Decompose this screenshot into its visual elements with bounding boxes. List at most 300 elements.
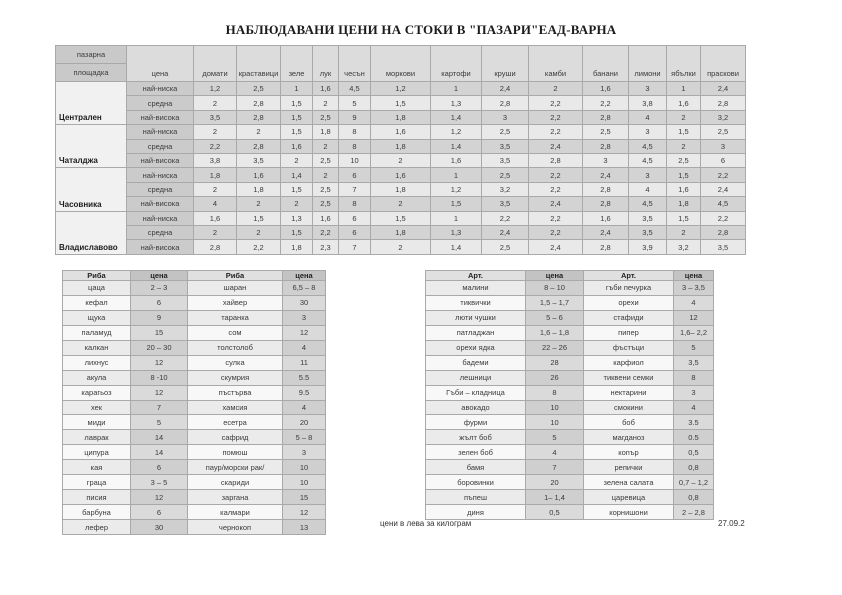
price-value: 1,8 xyxy=(371,110,431,124)
item-column-header-0: Арт. xyxy=(426,271,526,281)
price-value: 2,4 xyxy=(701,182,746,196)
price-value: 7 xyxy=(339,240,371,255)
price-value: 2,8 xyxy=(583,139,629,153)
price-value: 2,8 xyxy=(583,197,629,211)
fish-name: лихнус xyxy=(63,355,131,370)
price-value: 1,6 xyxy=(371,168,431,182)
fish-name: хайвер xyxy=(188,295,283,310)
fish-price: 5 xyxy=(131,415,188,430)
fish-row xyxy=(63,460,326,475)
price-value: 1,2 xyxy=(431,125,482,139)
price-value: 1,8 xyxy=(371,139,431,153)
articles-price-table xyxy=(425,270,714,520)
item-name: диня xyxy=(426,505,526,520)
price-type-label: най-ниска xyxy=(127,211,194,225)
price-value: 1,6 xyxy=(281,139,313,153)
price-value: 6 xyxy=(339,168,371,182)
fish-name: ципура xyxy=(63,445,131,460)
price-value: 2 xyxy=(529,82,583,96)
price-value: 1 xyxy=(667,82,701,96)
price-row xyxy=(56,82,746,96)
price-value: 2,5 xyxy=(313,197,339,211)
price-value: 4,5 xyxy=(629,154,667,168)
fish-price: 9 xyxy=(131,310,188,325)
item-price: 1,6– 2,2 xyxy=(674,325,714,340)
item-name: малини xyxy=(426,281,526,296)
fish-price: 5.5 xyxy=(283,370,326,385)
price-value: 2 xyxy=(313,139,339,153)
price-value: 4 xyxy=(629,182,667,196)
item-row xyxy=(426,505,714,520)
column-header-product-8: камби xyxy=(529,46,583,82)
price-value: 2 xyxy=(281,197,313,211)
fish-name: сафрид xyxy=(188,430,283,445)
price-value: 2 xyxy=(237,226,281,240)
price-value: 3,8 xyxy=(629,96,667,110)
fish-name: щука xyxy=(63,310,131,325)
fish-row xyxy=(63,310,326,325)
price-value: 2 xyxy=(371,197,431,211)
fish-price: 2 – 3 xyxy=(131,281,188,296)
main-table-header-row-1 xyxy=(56,46,746,64)
price-value: 2,5 xyxy=(583,125,629,139)
price-value: 1,5 xyxy=(431,197,482,211)
item-price: 1,5 – 1,7 xyxy=(526,295,584,310)
item-price: 10 xyxy=(526,400,584,415)
price-value: 2,2 xyxy=(529,226,583,240)
fish-name: паур/морски рак/ xyxy=(188,460,283,475)
fish-price: 12 xyxy=(283,325,326,340)
fish-row xyxy=(63,295,326,310)
fish-name: лаврак xyxy=(63,430,131,445)
fish-name: хек xyxy=(63,400,131,415)
item-name: репички xyxy=(584,460,674,475)
price-value: 2,8 xyxy=(237,110,281,124)
price-value: 2,5 xyxy=(482,125,529,139)
price-row xyxy=(56,182,746,196)
price-value: 3,2 xyxy=(701,110,746,124)
fish-price: 6 xyxy=(131,295,188,310)
price-value: 3,5 xyxy=(482,197,529,211)
price-type-label: най-висока xyxy=(127,154,194,168)
item-name: бадеми xyxy=(426,355,526,370)
fish-row xyxy=(63,505,326,520)
fish-price: 9.5 xyxy=(283,385,326,400)
item-column-header-3: цена xyxy=(674,271,714,281)
fish-name: скариди xyxy=(188,475,283,490)
item-name: зелен боб xyxy=(426,445,526,460)
price-value: 2,4 xyxy=(529,240,583,255)
item-name: патладжан xyxy=(426,325,526,340)
fish-price: 13 xyxy=(283,520,326,535)
price-value: 2,2 xyxy=(529,211,583,225)
item-price: 7 xyxy=(526,460,584,475)
item-price: 0.5 xyxy=(674,430,714,445)
price-value: 1,2 xyxy=(371,82,431,96)
price-value: 2,8 xyxy=(583,182,629,196)
fish-name: лефер xyxy=(63,520,131,535)
column-header-product-2: зеле xyxy=(281,46,313,82)
item-name: бамя xyxy=(426,460,526,475)
item-row xyxy=(426,490,714,505)
item-price: 4 xyxy=(674,400,714,415)
item-price: 1– 1,4 xyxy=(526,490,584,505)
price-value: 3,2 xyxy=(482,182,529,196)
fish-name: есетра xyxy=(188,415,283,430)
price-value: 3 xyxy=(629,125,667,139)
price-value: 1,5 xyxy=(667,125,701,139)
fish-name: хамсия xyxy=(188,400,283,415)
fish-price: 12 xyxy=(131,490,188,505)
fish-name: помюш xyxy=(188,445,283,460)
price-value: 2 xyxy=(194,226,237,240)
price-value: 1,8 xyxy=(371,182,431,196)
item-price: 0,5 xyxy=(526,505,584,520)
price-row xyxy=(56,226,746,240)
fish-row xyxy=(63,430,326,445)
price-value: 9 xyxy=(339,110,371,124)
price-row xyxy=(56,197,746,211)
price-value: 2,4 xyxy=(529,139,583,153)
price-value: 2 xyxy=(194,96,237,110)
report-date: 27.09.2 xyxy=(718,519,745,528)
price-value: 2,8 xyxy=(583,240,629,255)
price-value: 2 xyxy=(313,168,339,182)
price-type-label: средна xyxy=(127,182,194,196)
fish-column-header-0: Риба xyxy=(63,271,131,281)
fish-column-header-1: цена xyxy=(131,271,188,281)
fish-price: 4 xyxy=(283,340,326,355)
fish-price: 8 -10 xyxy=(131,370,188,385)
market-name: Часовника xyxy=(56,168,127,211)
price-value: 3,9 xyxy=(629,240,667,255)
column-header-product-3: лук xyxy=(313,46,339,82)
fish-name: скумрия xyxy=(188,370,283,385)
fish-name: толстолоб xyxy=(188,340,283,355)
item-price: 3.5 xyxy=(674,415,714,430)
fish-price: 20 xyxy=(283,415,326,430)
price-value: 1,6 xyxy=(431,154,482,168)
price-value: 1,5 xyxy=(281,125,313,139)
fish-price: 30 xyxy=(131,520,188,535)
price-value: 2,4 xyxy=(583,168,629,182)
item-price: 8 – 10 xyxy=(526,281,584,296)
item-name: боровинки xyxy=(426,475,526,490)
item-name: нектарини xyxy=(584,385,674,400)
price-value: 2 xyxy=(194,182,237,196)
item-name: зелена салата xyxy=(584,475,674,490)
item-name: тиквени семки xyxy=(584,370,674,385)
price-value: 1 xyxy=(281,82,313,96)
fish-price: 7 xyxy=(131,400,188,415)
fish-name: пъстърва xyxy=(188,385,283,400)
fish-row xyxy=(63,355,326,370)
price-value: 2,8 xyxy=(237,139,281,153)
item-row xyxy=(426,310,714,325)
price-value: 2,2 xyxy=(194,139,237,153)
fish-price: 3 – 5 xyxy=(131,475,188,490)
fish-price: 10 xyxy=(283,460,326,475)
fish-row xyxy=(63,400,326,415)
fish-row xyxy=(63,415,326,430)
price-value: 3 xyxy=(583,154,629,168)
price-value: 3 xyxy=(629,82,667,96)
item-name: копър xyxy=(584,445,674,460)
market-name: Владиславово xyxy=(56,211,127,254)
item-row xyxy=(426,400,714,415)
item-price: 2 – 2,8 xyxy=(674,505,714,520)
price-value: 2 xyxy=(237,125,281,139)
item-name: стафиди xyxy=(584,310,674,325)
fish-price: 6 xyxy=(131,505,188,520)
item-price: 28 xyxy=(526,355,584,370)
price-value: 6 xyxy=(339,211,371,225)
fish-row xyxy=(63,385,326,400)
column-header-product-9: банани xyxy=(583,46,629,82)
fish-column-header-2: Риба xyxy=(188,271,283,281)
price-value: 2 xyxy=(667,110,701,124)
fish-price: 15 xyxy=(131,325,188,340)
item-price: 8 xyxy=(526,385,584,400)
price-value: 2,2 xyxy=(701,168,746,182)
column-header-product-12: праскови xyxy=(701,46,746,82)
price-value: 2,2 xyxy=(529,182,583,196)
item-price: 5 xyxy=(526,430,584,445)
price-value: 1,8 xyxy=(371,226,431,240)
price-value: 3 xyxy=(482,110,529,124)
price-value: 3,5 xyxy=(629,226,667,240)
item-row xyxy=(426,340,714,355)
price-value: 1,4 xyxy=(431,139,482,153)
column-header-cena: цена xyxy=(127,46,194,82)
fish-price: 12 xyxy=(131,355,188,370)
column-header-product-10: лимони xyxy=(629,46,667,82)
item-column-header-2: Арт. xyxy=(584,271,674,281)
fish-price: 12 xyxy=(283,505,326,520)
price-value: 2,5 xyxy=(482,240,529,255)
column-header-product-1: краставици xyxy=(237,46,281,82)
price-value: 1,5 xyxy=(371,96,431,110)
column-header-product-11: ябълки xyxy=(667,46,701,82)
fish-row xyxy=(63,475,326,490)
price-value: 1,5 xyxy=(237,211,281,225)
price-value: 1 xyxy=(431,82,482,96)
fish-name: кая xyxy=(63,460,131,475)
fish-price: 15 xyxy=(283,490,326,505)
item-name: пъпеш xyxy=(426,490,526,505)
price-value: 3,5 xyxy=(482,139,529,153)
price-type-label: най-висока xyxy=(127,110,194,124)
price-value: 4 xyxy=(194,197,237,211)
price-value: 2,8 xyxy=(583,110,629,124)
column-header-product-4: чесън xyxy=(339,46,371,82)
price-value: 2,2 xyxy=(529,96,583,110)
price-value: 2,4 xyxy=(482,82,529,96)
price-row xyxy=(56,125,746,139)
item-row xyxy=(426,415,714,430)
price-value: 1,4 xyxy=(431,110,482,124)
price-value: 2,5 xyxy=(313,154,339,168)
price-value: 1,6 xyxy=(667,182,701,196)
price-value: 1 xyxy=(431,168,482,182)
price-value: 4,5 xyxy=(629,139,667,153)
price-value: 3,5 xyxy=(237,154,281,168)
item-name: корнишони xyxy=(584,505,674,520)
price-row xyxy=(56,110,746,124)
price-value: 3,5 xyxy=(701,240,746,255)
fish-price: 14 xyxy=(131,445,188,460)
item-row xyxy=(426,295,714,310)
price-row xyxy=(56,96,746,110)
fish-price: 12 xyxy=(131,385,188,400)
price-value: 1,6 xyxy=(194,211,237,225)
price-value: 1,5 xyxy=(371,211,431,225)
price-value: 2,5 xyxy=(237,82,281,96)
fish-price: 3 xyxy=(283,310,326,325)
fish-name: калкан xyxy=(63,340,131,355)
price-value: 1,3 xyxy=(431,96,482,110)
column-header-product-6: картофи xyxy=(431,46,482,82)
item-row xyxy=(426,370,714,385)
item-row xyxy=(426,445,714,460)
fish-name: карагьоз xyxy=(63,385,131,400)
price-value: 1,2 xyxy=(431,182,482,196)
fish-name: калмари xyxy=(188,505,283,520)
price-value: 2 xyxy=(313,96,339,110)
page-title: НАБЛЮДАВАНИ ЦЕНИ НА СТОКИ В "ПАЗАРИ"ЕАД-ВАРНА xyxy=(225,22,617,37)
price-value: 2,4 xyxy=(482,226,529,240)
item-row xyxy=(426,460,714,475)
price-value: 3,8 xyxy=(194,154,237,168)
price-value: 2 xyxy=(371,154,431,168)
price-value: 3 xyxy=(701,139,746,153)
corner-label-pazarna: пазарна xyxy=(56,46,127,64)
fish-price-table xyxy=(62,270,326,535)
price-value: 2,8 xyxy=(701,226,746,240)
price-type-label: средна xyxy=(127,226,194,240)
price-type-label: най-ниска xyxy=(127,125,194,139)
fish-name: сом xyxy=(188,325,283,340)
price-type-label: най-висока xyxy=(127,240,194,255)
price-value: 2,5 xyxy=(313,110,339,124)
fish-row xyxy=(63,370,326,385)
item-price: 1,6 – 1,8 xyxy=(526,325,584,340)
price-value: 6 xyxy=(701,154,746,168)
price-value: 3,5 xyxy=(194,110,237,124)
price-value: 2,2 xyxy=(529,125,583,139)
item-name: орехи xyxy=(584,295,674,310)
item-row xyxy=(426,281,714,296)
price-value: 1,5 xyxy=(281,110,313,124)
price-value: 2,2 xyxy=(529,168,583,182)
fish-row xyxy=(63,325,326,340)
fish-name: таранка xyxy=(188,310,283,325)
price-row xyxy=(56,211,746,225)
item-name: люти чушки xyxy=(426,310,526,325)
fish-name: граца xyxy=(63,475,131,490)
price-value: 2,5 xyxy=(701,125,746,139)
item-price: 5 xyxy=(674,340,714,355)
price-value: 2 xyxy=(667,226,701,240)
item-name: боб xyxy=(584,415,674,430)
price-value: 2 xyxy=(667,139,701,153)
fish-price: 6,5 – 8 xyxy=(283,281,326,296)
column-header-product-0: домати xyxy=(194,46,237,82)
fish-column-header-3: цена xyxy=(283,271,326,281)
price-value: 1,4 xyxy=(431,240,482,255)
price-value: 3,5 xyxy=(482,154,529,168)
fish-name: шаран xyxy=(188,281,283,296)
price-value: 2,2 xyxy=(701,211,746,225)
item-name: карфиол xyxy=(584,355,674,370)
price-value: 2,8 xyxy=(194,240,237,255)
price-row xyxy=(56,240,746,255)
item-price: 0,8 xyxy=(674,460,714,475)
price-value: 2 xyxy=(371,240,431,255)
item-price: 0,5 xyxy=(674,445,714,460)
item-name: орехи ядка xyxy=(426,340,526,355)
price-value: 4,5 xyxy=(339,82,371,96)
price-value: 2 xyxy=(237,197,281,211)
fish-name: барбуна xyxy=(63,505,131,520)
fish-name: писия xyxy=(63,490,131,505)
price-value: 2,8 xyxy=(482,96,529,110)
price-value: 10 xyxy=(339,154,371,168)
item-name: царевица xyxy=(584,490,674,505)
price-value: 1,6 xyxy=(583,82,629,96)
price-value: 1,5 xyxy=(667,168,701,182)
price-type-label: най-ниска xyxy=(127,168,194,182)
price-value: 2,2 xyxy=(313,226,339,240)
fish-price: 20 – 30 xyxy=(131,340,188,355)
fish-name: цаца xyxy=(63,281,131,296)
fish-name: миди xyxy=(63,415,131,430)
corner-label-ploshtadka: площадка xyxy=(56,64,127,82)
item-name: фъстъци xyxy=(584,340,674,355)
fish-price: 10 xyxy=(283,475,326,490)
price-value: 2,4 xyxy=(583,226,629,240)
item-price: 3 xyxy=(674,385,714,400)
price-value: 1,6 xyxy=(313,211,339,225)
fish-price: 3 xyxy=(283,445,326,460)
price-row xyxy=(56,139,746,153)
price-value: 1,6 xyxy=(237,168,281,182)
price-value: 2,3 xyxy=(313,240,339,255)
price-value: 2,2 xyxy=(583,96,629,110)
price-row xyxy=(56,168,746,182)
price-type-label: най-висока xyxy=(127,197,194,211)
fish-price: 6 xyxy=(131,460,188,475)
price-value: 2,8 xyxy=(529,154,583,168)
price-type-label: най-ниска xyxy=(127,82,194,96)
price-value: 3,5 xyxy=(629,211,667,225)
price-type-label: средна xyxy=(127,96,194,110)
fish-price: 14 xyxy=(131,430,188,445)
price-value: 2,2 xyxy=(237,240,281,255)
item-name: фурми xyxy=(426,415,526,430)
price-value: 8 xyxy=(339,139,371,153)
price-value: 4 xyxy=(629,110,667,124)
item-name: тиквички xyxy=(426,295,526,310)
item-name: лешници xyxy=(426,370,526,385)
market-name: Чаталджа xyxy=(56,125,127,168)
price-value: 1,2 xyxy=(194,82,237,96)
fish-price: 4 xyxy=(283,400,326,415)
fish-price: 30 xyxy=(283,295,326,310)
column-header-product-5: моркови xyxy=(371,46,431,82)
price-value: 2 xyxy=(281,154,313,168)
fish-row xyxy=(63,281,326,296)
